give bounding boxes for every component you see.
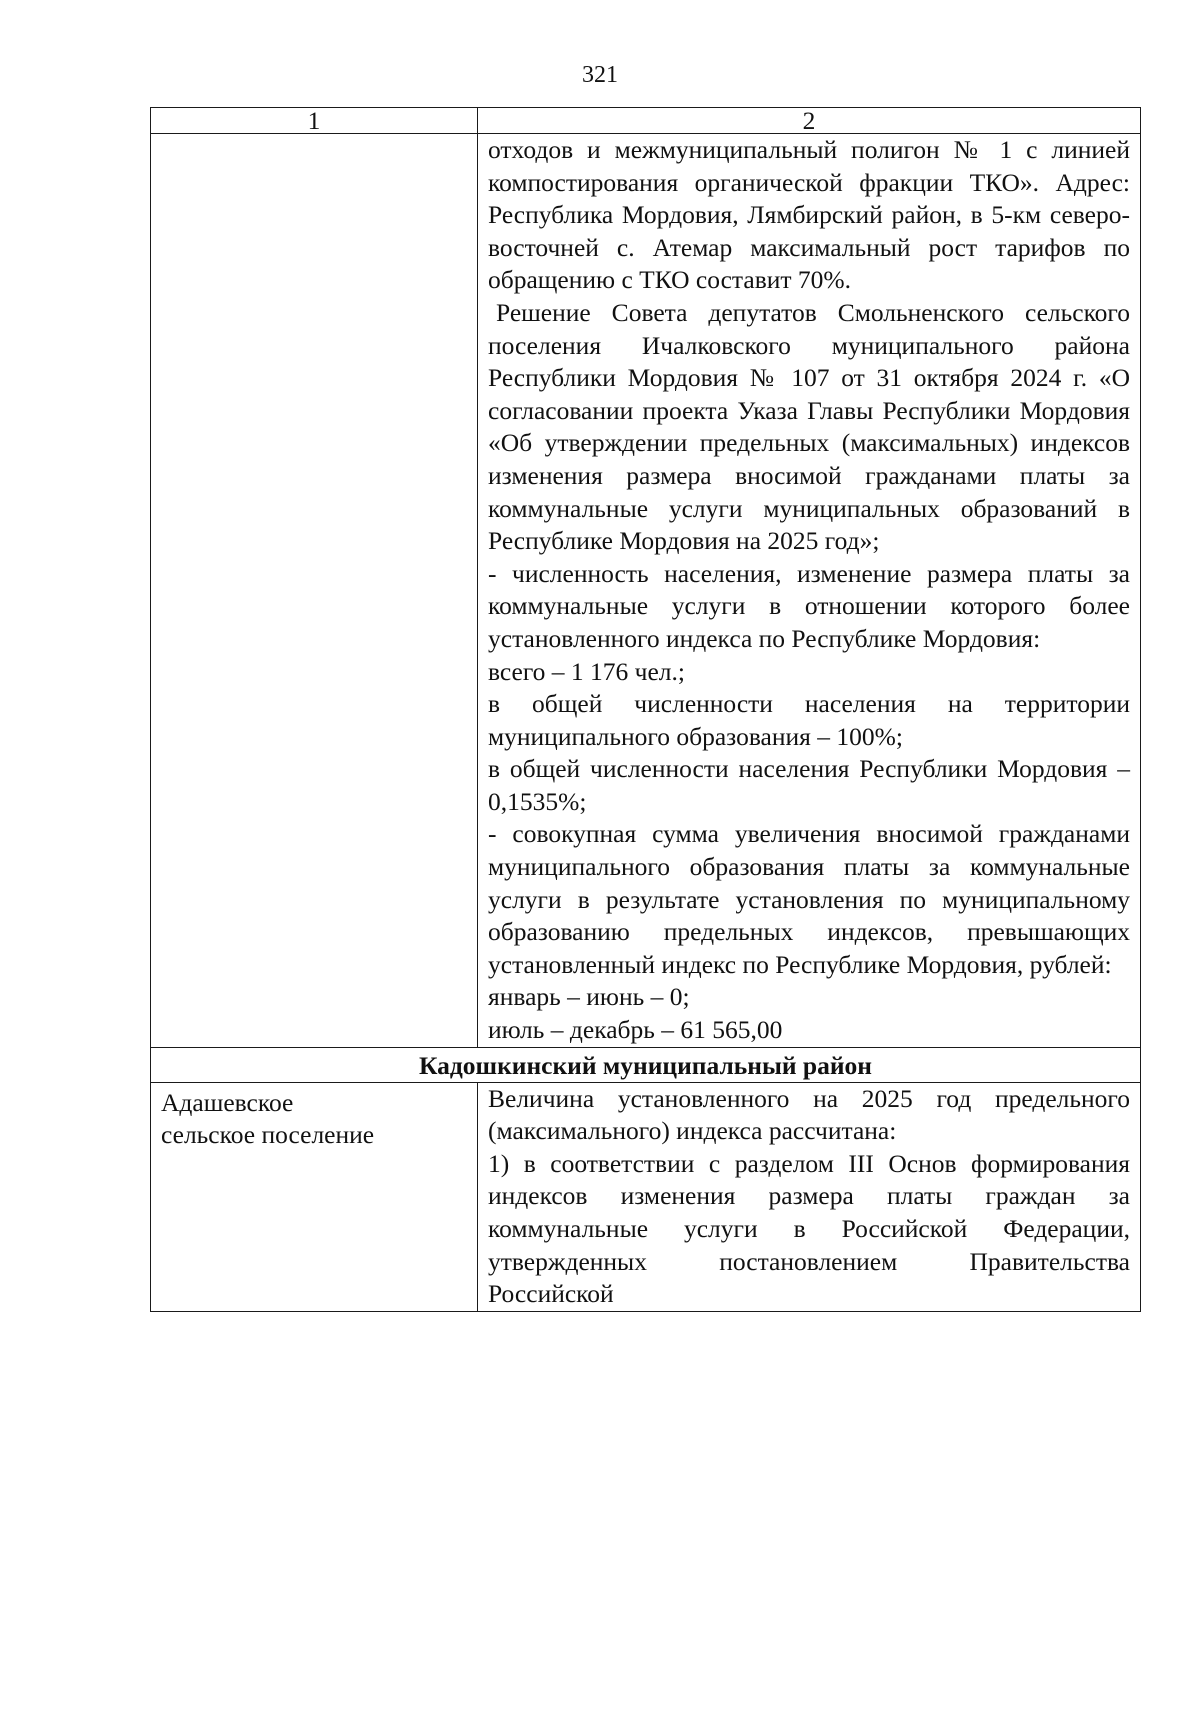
row1-paragraph-6: в общей численности населения Республики Мордовия – 0,1535%;: [488, 754, 1130, 816]
row1-paragraph-7: - совокупная сумма увеличения вносимой гражданами муниципального образования платы за коммунальные услуги в результате установления по муниципальному образованию предельных индексов, превышающих установленный индекс по Республике Мордовия, рублей:: [488, 819, 1130, 979]
column-header-1: 1: [151, 108, 478, 134]
row1-text-cell: [478, 134, 1141, 1048]
document-table: [150, 107, 1141, 1312]
row2-paragraph-2: 1) в соответствии с разделом III Основ формирования индексов изменения размера платы граждан за коммунальные услуги в Российской Федерации, утвержденных постановлением Правительства Российской: [488, 1148, 1130, 1309]
row2-paragraph-1: Величина установленного на 2025 год предельного (максимального) индекса рассчитана:: [488, 1083, 1130, 1146]
row1-name-cell: [151, 134, 478, 1048]
row1-paragraph-8: январь – июнь – 0;: [488, 982, 690, 1012]
settlement-name-line-2: сельское поселение: [161, 1119, 375, 1149]
row1-paragraph-9: июль – декабрь – 61 565,00: [488, 1015, 783, 1045]
row1-paragraph-1: отходов и межмуниципальный полигон № 1 с линией компостирования органической фракции ТКО». Адрес: Республика Мордовия, Лямбирский район, в 5-км северо-восточней с. Атемар максимальный рост тарифов по обращению с ТКО составит 70%.: [488, 135, 1130, 295]
page-number: 321: [582, 62, 618, 88]
table-row: [151, 1082, 1141, 1311]
table-row: [151, 134, 1141, 1048]
column-header-2: 2: [478, 108, 1141, 134]
row1-paragraph-3: - численность населения, изменение размера платы за коммунальные услуги в отношении которого более установленного индекса по Республике Мордовия:: [488, 558, 1130, 653]
row1-paragraph-5: в общей численности населения на территории муниципального образования – 100%;: [488, 689, 1130, 751]
settlement-name-line-1: Адашевское: [161, 1087, 294, 1117]
row1-paragraph-2: Решение Совета депутатов Смольненского сельского поселения Ичалковского муниципального района Республики Мордовия № 107 от 31 октября 2024 г. «О согласовании проекта Указа Главы Республики Мордовия «Об утверждении предельных (максимальных) индексов изменения размера вносимой гражданами платы за коммунальные услуги муниципальных образований в Республике Мордовия на 2025 год»;: [488, 297, 1130, 556]
row1-paragraph-4: всего – 1 176 чел.;: [488, 656, 685, 686]
row2-text-cell: [478, 1082, 1141, 1311]
table-header-row: [151, 108, 1141, 134]
row2-name-cell: [151, 1082, 478, 1311]
section-title: Кадошкинский муниципальный район: [151, 1047, 1141, 1082]
section-header-row: [151, 1047, 1141, 1082]
